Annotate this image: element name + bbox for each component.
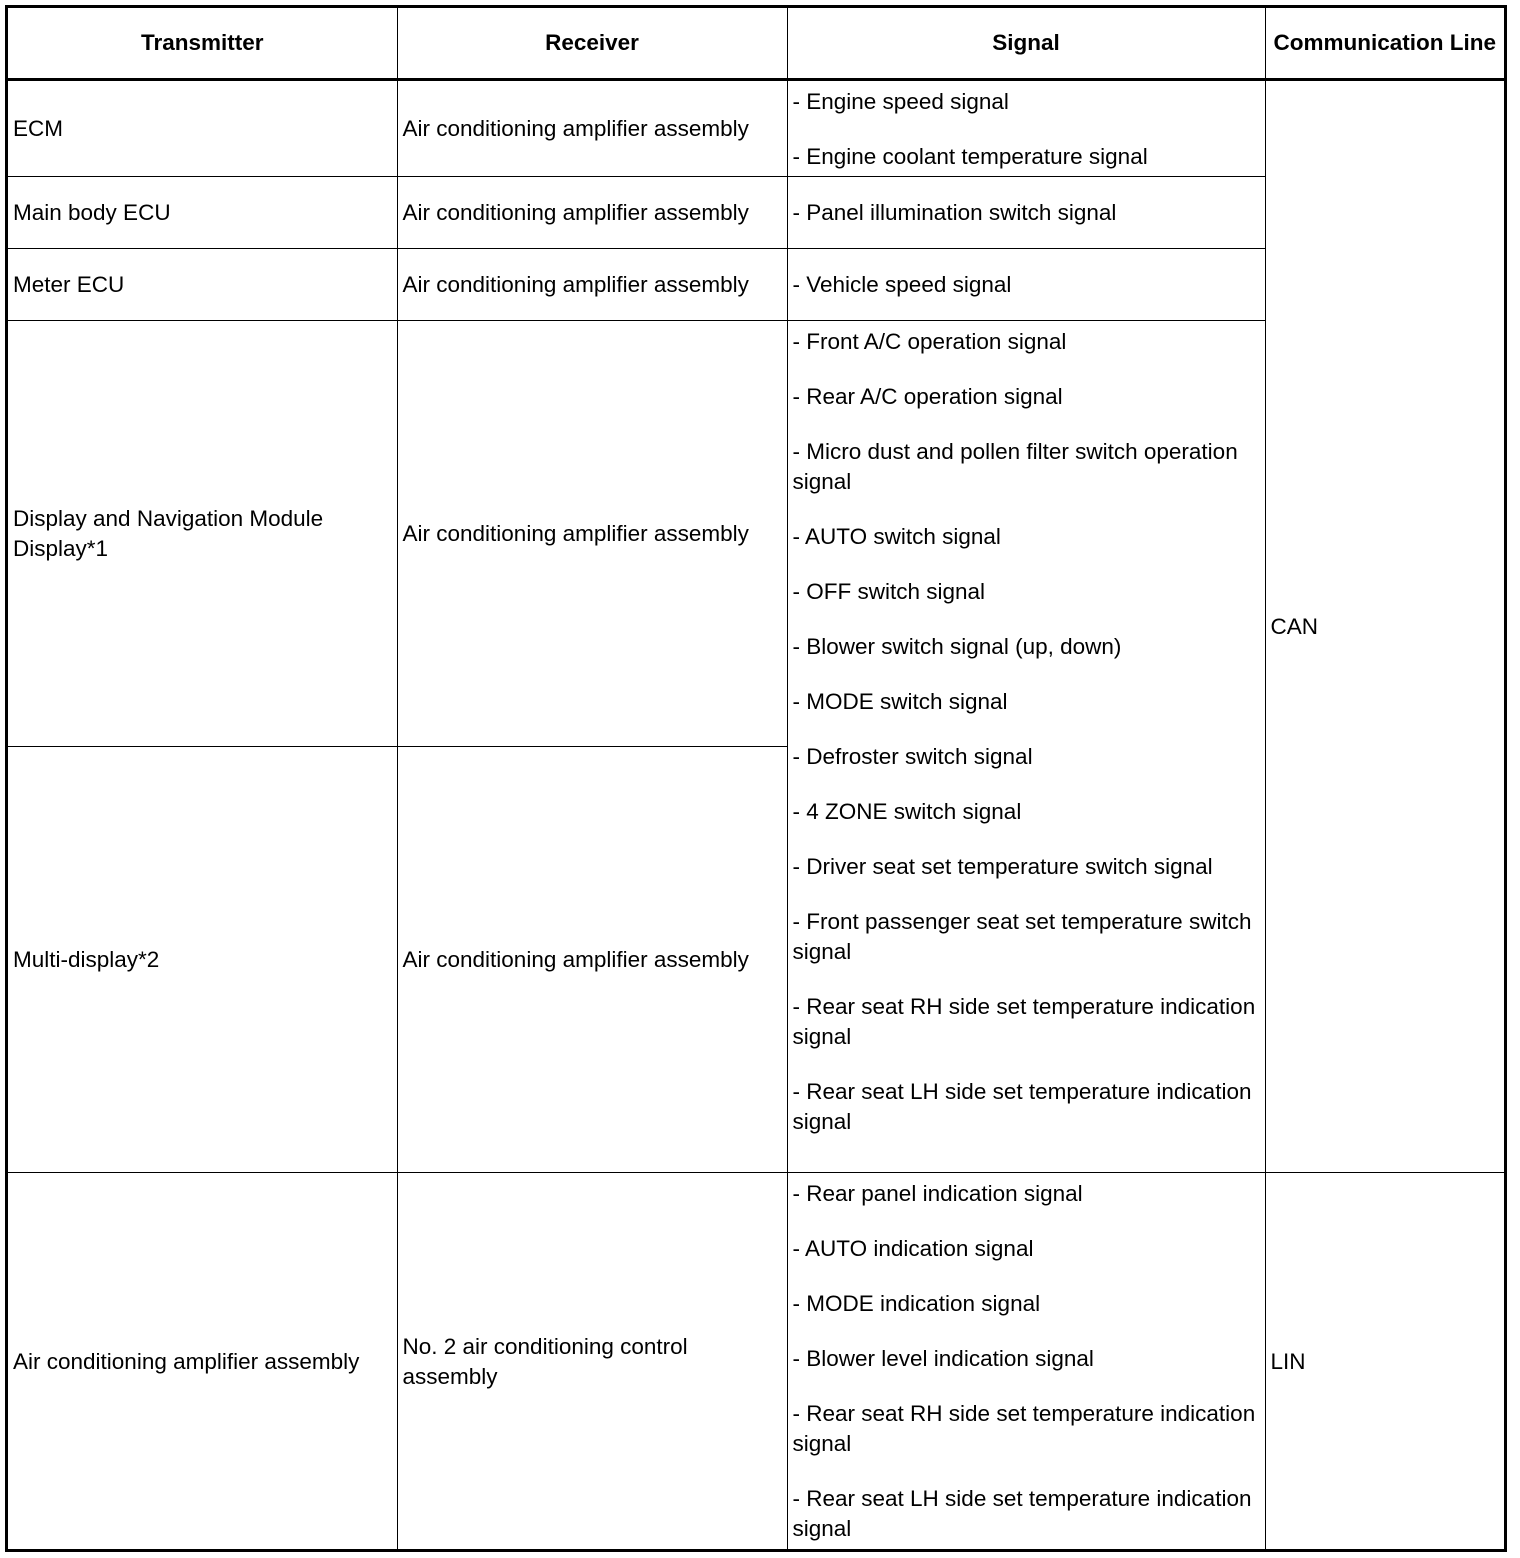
transmitter-cell: Multi-display*2 [8,747,397,1173]
transmitter-cell: Main body ECU [8,177,397,249]
signal-item: - AUTO indication signal [792,1236,1034,1261]
shared-signal-cell [787,321,1265,1173]
signal-item: - Micro dust and pollen filter switch operation signal [792,439,1238,494]
signal-item: - Rear panel indication signal [792,1181,1083,1206]
receiver-cell: Air conditioning amplifier assembly [397,80,787,177]
signal-item: - OFF switch signal [792,579,986,604]
transmitter-line: Display and Navigation Module [13,505,324,531]
receiver-cell: No. 2 air conditioning control assembly [397,1173,787,1551]
signal-cell [787,80,1265,177]
signal-item: - Rear seat RH side set temperature indication signal [792,994,1256,1049]
receiver-cell: Air conditioning amplifier assembly [397,177,787,249]
signal-item: - Front A/C operation signal [792,329,1067,354]
transmitter-cell [8,321,397,747]
signal-item: - Engine speed signal [792,89,1009,114]
signal-item: - MODE indication signal [792,1291,1041,1316]
receiver-cell: Air conditioning amplifier assembly [397,249,787,321]
signal-item: - Rear seat RH side set temperature indication signal [792,1401,1256,1456]
header-signal: Signal [787,8,1265,80]
signal-item: - MODE switch signal [792,689,1008,714]
signal-cell: - Vehicle speed signal [787,249,1265,321]
header-communication-line: Communication Line [1265,8,1504,80]
transmitter-cell: Meter ECU [8,249,397,321]
communication-table-frame [5,5,1507,1552]
signal-item: - Rear seat LH side set temperature indication signal [792,1079,1252,1134]
receiver-cell: Air conditioning amplifier assembly [397,321,787,747]
signal-item: - AUTO switch signal [792,524,1001,549]
signal-item: - Engine coolant temperature signal [792,144,1148,169]
transmitter-line: Display*1 [13,535,109,561]
signal-item: - Blower switch signal (up, down) [792,634,1122,659]
signal-item: - Defroster switch signal [792,744,1033,769]
transmitter-cell: ECM [8,80,397,177]
communication-table [8,8,1504,1551]
signal-item: - Front passenger seat set temperature switch signal [792,909,1252,964]
header-receiver: Receiver [397,8,787,80]
header-transmitter: Transmitter [8,8,397,80]
communication-line-cell: CAN [1265,80,1504,1173]
signal-item: - 4 ZONE switch signal [792,799,1022,824]
signal-item: - Rear A/C operation signal [792,384,1063,409]
signal-item: - Blower level indication signal [792,1346,1094,1371]
signal-cell [787,1173,1265,1551]
table-row [8,80,1504,177]
signal-item: - Rear seat LH side set temperature indication signal [792,1486,1252,1541]
header-row [8,8,1504,80]
signal-cell: - Panel illumination switch signal [787,177,1265,249]
signal-item: - Driver seat set temperature switch signal [792,854,1213,879]
communication-line-cell: LIN [1265,1173,1504,1551]
transmitter-cell: Air conditioning amplifier assembly [8,1173,397,1551]
receiver-cell: Air conditioning amplifier assembly [397,747,787,1173]
table-row [8,1173,1504,1551]
